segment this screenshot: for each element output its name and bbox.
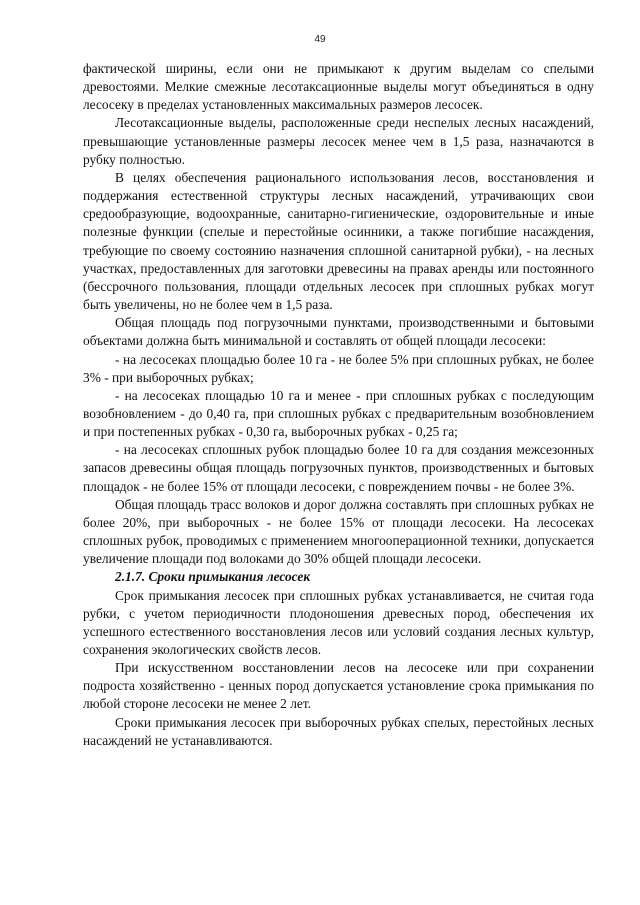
body-text [83,60,594,750]
list-item-10ha-or-less: - на лесосеках площадью 10 га и менее - при сплошных рубках с последующим возобновлением - до 0,40 га, при сплошных рубках с предварительным возобновлением и при постепенных рубках - 0,30 га, выборочных рубках - 0,25 га; [83,387,594,440]
paragraph-continuation: фактической ширины, если они не примыкают к другим выделам со спелыми древостоями. Мелкие смежные лесотаксационные выделы могут объединяться в одну лесосеку в пределах установленных максимальных размеров лесосек. [83,61,594,113]
paragraph-skid-trails: Общая площадь трасс волоков и дорог должна составлять при сплошных рубках не более 20%, при выборочных - не более 15% от площади лесосеки. На лесосеках сплошных рубок, проводимых с применением многооперационной техники, допускается увеличение площади под волоками до 30% общей площади лесосеки. [83,496,594,567]
paragraph-adjacency-clearcut: Срок примыкания лесосек при сплошных рубках устанавливается, не считая года рубки, с учетом периодичности плодоношения древесных пород, обеспечения их успешного естественного восстановления лесов или условий создания лесных культур, сохранения экологических свойств лесов. [83,587,594,657]
page-number: 49 [314,34,326,45]
paragraph-selective-cuttings: Сроки примыкания лесосек при выборочных рубках спелых, перестойных лесных насаждений не устанавливаются. [83,714,594,748]
paragraph-artificial-regeneration: При искусственном восстановлении лесов на лесосеке или при сохранении подроста хозяйственно - ценных пород допускается установление срока примыкания по любой стороне лесосеки не менее 2 лет. [83,660,594,712]
paragraph-loading-area: Общая площадь под погрузочными пунктами, производственными и бытовыми объектами должна быть минимальной и составлять от общей площади лесосеки: [83,315,594,349]
paragraph-small-stands: Лесотаксационные выделы, расположенные среди неспелых лесных насаждений, превышающие установленные размеры лесосек менее чем в 1,5 раза, назначаются в рубку полностью. [83,115,594,167]
paragraph-rational-use: В целях обеспечения рационального использования лесов, восстановления и поддержания естественной структуры лесных насаждений, утрачивающих свои средообразующие, водоохранные, санитарно-гигиенические, оздоровительные и иные полезные функции (спелые и перестойные осинники, а также погибшие насаждения, требующие по своему состоянию назначения сплошной санитарной рубки), - на лесных участках, предоставленных для заготовки древесины на правах аренды или постоянного (бессрочного пользования, площади отдельных лесосек при сплошных рубках могут быть увеличены, но не более чем в 1,5 раза. [83,169,594,313]
section-heading: 2.1.7. Сроки примыкания лесосек [115,569,311,585]
list-item-seasonal-stocks: - на лесосеках сплошных рубок площадью более 10 га для создания межсезонных запасов древесины общая площадь погрузочных пунктов, производственных и бытовых площадок - не более 15% от площади лесосеки, с повреждением почвы - не более 3%. [83,442,594,494]
list-item-over-10ha: - на лесосеках площадью более 10 га - не более 5% при сплошных рубках, не более 3% - при выборочных рубках; [83,351,594,385]
